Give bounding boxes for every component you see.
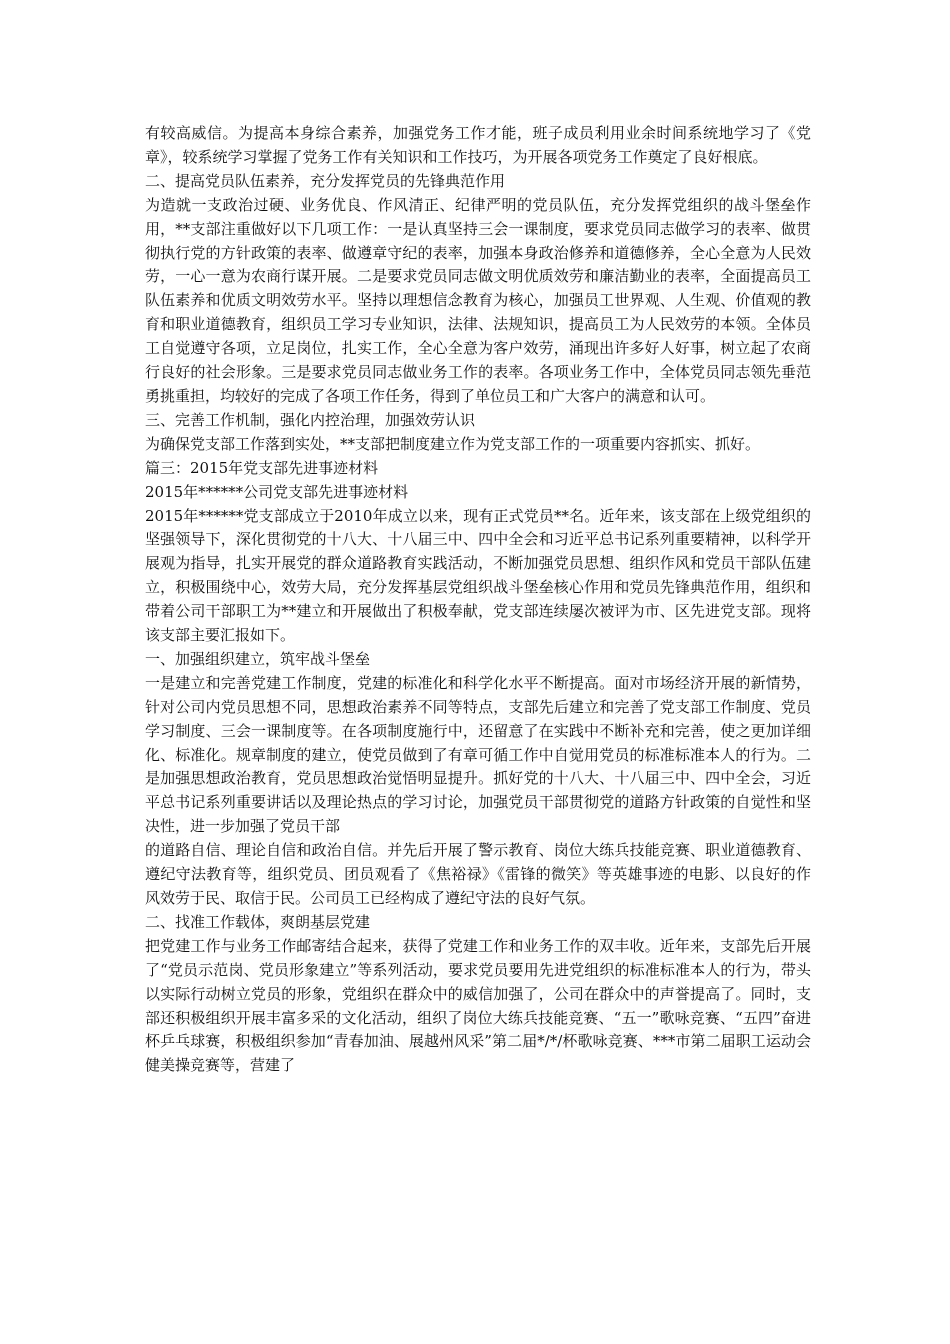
- section-heading: 三、完善工作机制，强化内控治理，加强效劳认识: [145, 410, 476, 429]
- document-body: [145, 122, 811, 1078]
- chapter-heading: 篇三：2015年党支部先进事迹材料: [145, 458, 379, 477]
- paragraph: 2015年******党支部成立于2010年成立以来，现有正式党员**名。近年来，该支部在上级党组织的坚强领导下，深化贯彻党的十八大、十八届三中、四中全会和习近平总书记系列重要精神，以科学开展观为指导，扎实开展党的群众道路教育实践活动，不断加强党员思想、组织作风和党员干部队伍建立，积极围绕中心，效劳大局，充分发挥基层党组织战斗堡垒核心作用和党员先锋典范作用，组织和带着公司干部职工为**建立和开展做出了积极奉献，党支部连续屡次被评为市、区先进党支部。现将该支部主要汇报如下。: [145, 506, 811, 645]
- paragraph: 有较高威信。为提高本身综合素养，加强党务工作才能，班子成员利用业余时间系统地学习了《党章》，较系统学习掌握了党务工作有关知识和工作技巧，为开展各项党务工作奠定了良好根底。: [145, 124, 811, 166]
- paragraph: 一是建立和完善党建工作制度，党建的标准化和科学化水平不断提高。面对市场经济开展的新情势，针对公司内党员思想不同，思想政治素养不同等特点，支部先后建立和完善了党支部工作制度、党员学习制度、三会一课制度等。在各项制度施行中，还留意了在实践中不断补充和完善，使之更加详细化、标准化。规章制度的建立，使党员做到了有章可循工作中自觉用党员的标准标准本人的行为。二是加强思想政治教育，党员思想政治觉悟明显提升。抓好党的十八大、十八届三中、四中全会，习近平总书记系列重要讲话以及理论热点的学习讨论，加强党员干部贯彻党的道路方针政策的自觉性和坚决性，进一步加强了党员干部: [145, 673, 811, 836]
- paragraph: 把党建工作与业务工作邮寄结合起来，获得了党建工作和业务工作的双丰收。近年来，支部先后开展了“党员示范岗、党员形象建立”等系列活动，要求党员要用先进党组织的标准标准本人的行为，带头以实际行动树立党员的形象，党组织在群众中的威信加强了，公司在群众中的声誉提高了。同时，支部还积极组织开展丰富多采的文化活动，组织了岗位大练兵技能竞赛、“五一”歌咏竞赛、“五四”奋进杯乒乓球赛，积极组织参加“青春加油、展越州风采”第二届*/*/杯歌咏竞赛、***市第二届职工运动会健美操竞赛等，营建了: [145, 936, 811, 1075]
- section-heading: 二、找准工作载体，爽朗基层党建: [145, 912, 371, 931]
- paragraph: 为造就一支政治过硬、业务优良、作风清正、纪律严明的党员队伍，充分发挥党组织的战斗堡垒作用，**支部注重做好以下几项工作：一是认真坚持三会一课制度，要求党员同志做学习的表率、做贯彻执行党的方针政策的表率、做遵章守纪的表率，加强本身政治修养和道德修养，全心全意为人民效劳，一心一意为农商行谋开展。二是要求党员同志做文明优质效劳和廉洁勤业的表率，全面提高员工队伍素养和优质文明效劳水平。坚持以理想信念教育为核心，加强员工世界观、人生观、价值观的教育和职业道德教育，组织员工学习专业知识，法律、法规知识，提高员工为人民效劳的本领。全体员工自觉遵守各项，立足岗位，扎实工作，全心全意为客户效劳，涌现出许多好人好事，树立起了农商行良好的社会形象。三是要求党员同志做业务工作的表率。各项业务工作中，全体党员同志领先垂范勇挑重担，均较好的完成了各项工作任务，得到了单位员工和广大客户的满意和认可。: [145, 195, 811, 405]
- paragraph: 为确保党支部工作落到实处，**支部把制度建立作为党支部工作的一项重要内容抓实、抓好。: [145, 434, 761, 453]
- section-heading: 一、加强组织建立，筑牢战斗堡垒: [145, 649, 371, 668]
- section-heading: 二、提高党员队伍素养，充分发挥党员的先锋典范作用: [145, 171, 506, 190]
- paragraph: 的道路自信、理论自信和政治自信。并先后开展了警示教育、岗位大练兵技能竞赛、职业道德教育、遵纪守法教育等，组织党员、团员观看了《焦裕禄》《雷锋的微笑》等英雄事迹的电影、以良好的作风效劳于民、取信于民。公司员工已经构成了遵纪守法的良好气氛。: [145, 841, 811, 907]
- document-title: 2015年******公司党支部先进事迹材料: [145, 482, 409, 501]
